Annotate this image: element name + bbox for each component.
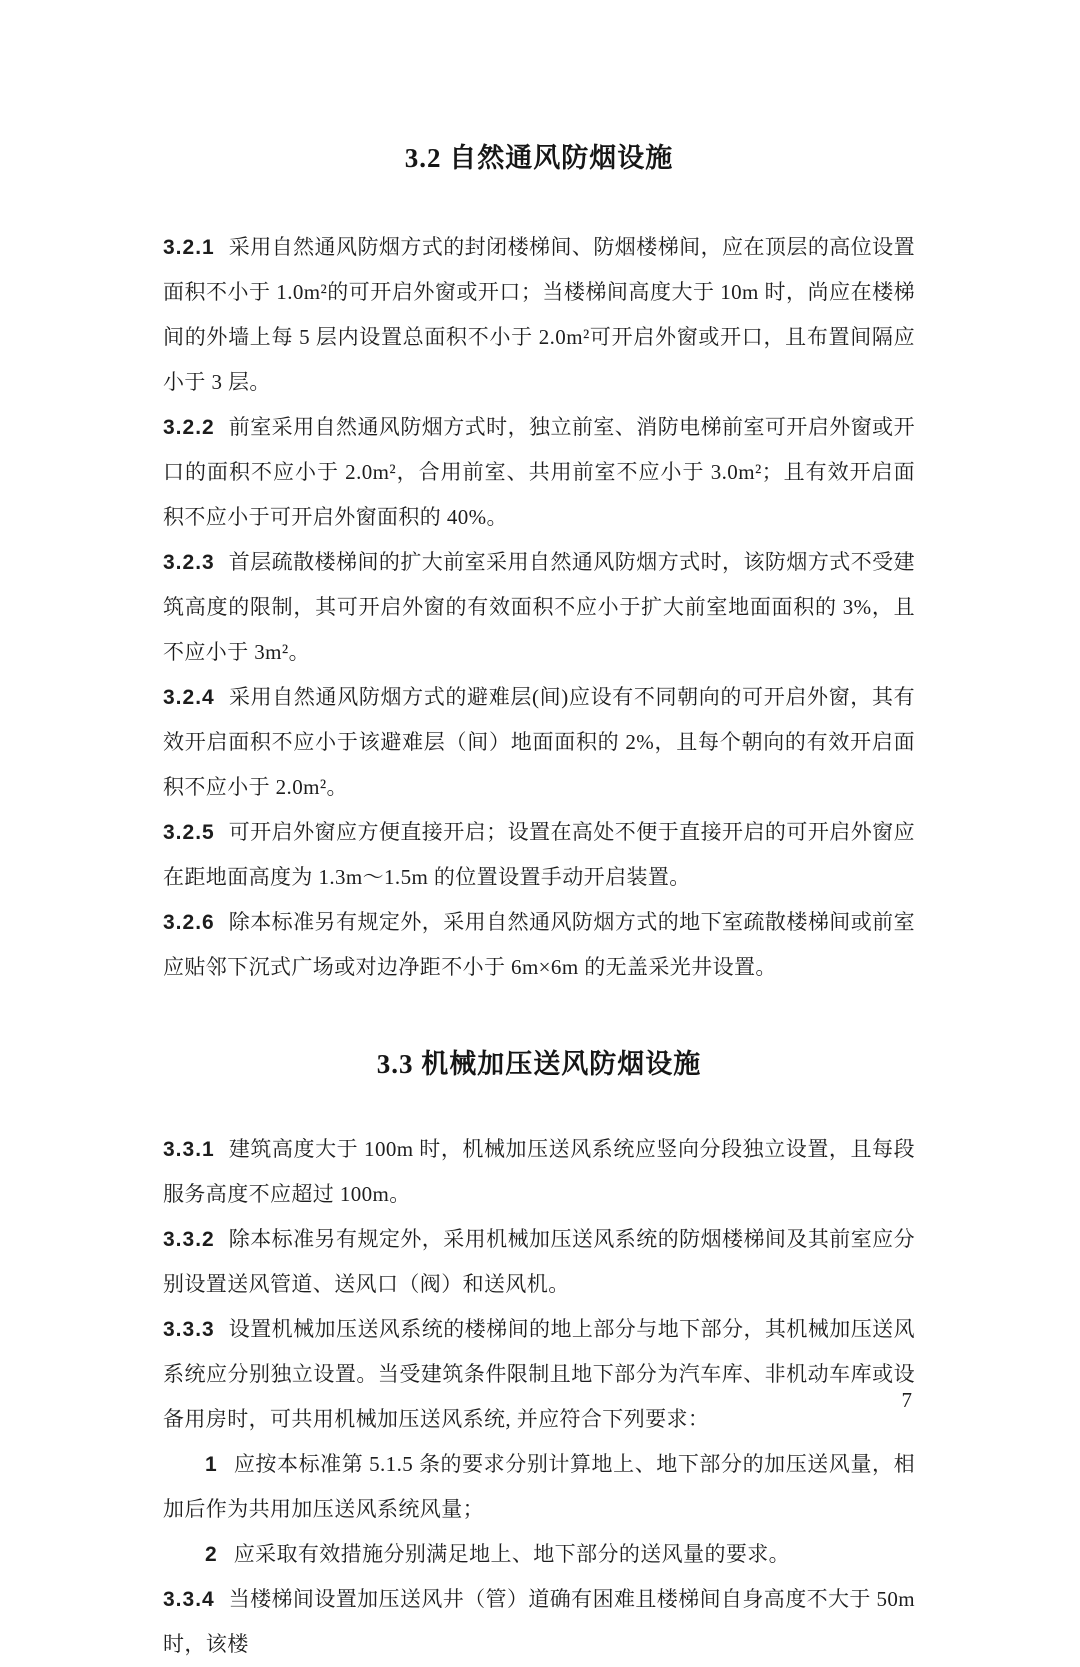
clause-3-3-4: [163, 1577, 915, 1667]
clause-3-2-6: [163, 900, 915, 990]
clause-3-2-5: [163, 810, 915, 900]
clause-text: 除本标准另有规定外，采用机械加压送风系统的防烟楼梯间及其前室应分别设置送风管道、送风口（阀）和送风机。: [163, 1227, 915, 1296]
clause-3-3-3: [163, 1307, 915, 1442]
clause-3-3-3-item-1: [163, 1442, 915, 1532]
clause-3-2-3: [163, 540, 915, 675]
clause-text: 除本标准另有规定外，采用自然通风防烟方式的地下室疏散楼梯间或前室应贴邻下沉式广场或对边净距不小于 6m×6m 的无盖采光井设置。: [163, 910, 915, 979]
section-heading-3-2: 3.2 自然通风防烟设施: [404, 143, 674, 173]
clause-number: 3.3.1: [163, 1138, 215, 1161]
page-number: 7: [901, 1388, 912, 1412]
clause-number: 3.2.6: [163, 911, 215, 934]
clause-number: 3.2.1: [163, 236, 215, 259]
clause-text: 首层疏散楼梯间的扩大前室采用自然通风防烟方式时，该防烟方式不受建筑高度的限制，其可开启外窗的有效面积不应小于扩大前室地面面积的 3%，且不应小于 3m²。: [163, 550, 915, 664]
clause-text: 采用自然通风防烟方式的避难层(间)应设有不同朝向的可开启外窗，其有效开启面积不应小于该避难层（间）地面面积的 2%，且每个朝向的有效开启面积不应小于 2.0m²。: [163, 685, 915, 799]
clause-number: 3.2.3: [163, 551, 215, 574]
clause-3-3-3-item-2: [163, 1532, 915, 1577]
clause-number: 3.2.4: [163, 686, 215, 709]
clause-number: 3.2.2: [163, 416, 215, 439]
clause-number: 3.2.5: [163, 821, 215, 844]
clause-number: 3.3.4: [163, 1588, 215, 1611]
clause-text: 可开启外窗应方便直接开启；设置在高处不便于直接开启的可开启外窗应在距地面高度为 1.3m～1.5m 的位置设置手动开启装置。: [163, 820, 915, 889]
clause-3-3-2: [163, 1217, 915, 1307]
subitem-number: 1: [205, 1453, 218, 1476]
clause-text: 应按本标准第 5.1.5 条的要求分别计算地上、地下部分的加压送风量，相加后作为共用加压送风系统风量；: [163, 1452, 915, 1521]
clause-text: 采用自然通风防烟方式的封闭楼梯间、防烟楼梯间，应在顶层的高位设置面积不小于 1.0m²的可开启外窗或开口；当楼梯间高度大于 10m 时，尚应在楼梯间的外墙上每 5 层内设置总面积不小于 2.0m²可开启外窗或开口，且布置间隔应小于 3 层。: [163, 235, 915, 394]
clause-number: 3.3.2: [163, 1228, 215, 1251]
clause-text: 前室采用自然通风防烟方式时，独立前室、消防电梯前室可开启外窗或开口的面积不应小于 2.0m²，合用前室、共用前室不应小于 3.0m²；且有效开启面积不应小于可开启外窗面积的 40%。: [163, 415, 915, 529]
section-heading-3-3: 3.3 机械加压送风防烟设施: [376, 1049, 702, 1079]
clause-text: 建筑高度大于 100m 时，机械加压送风系统应竖向分段独立设置，且每段服务高度不应超过 100m。: [163, 1137, 915, 1206]
clause-text: 应采取有效措施分别满足地上、地下部分的送风量的要求。: [233, 1542, 791, 1566]
clause-number: 3.3.3: [163, 1318, 215, 1341]
clause-text: 当楼梯间设置加压送风井（管）道确有困难且楼梯间自身高度不大于 50m 时，该楼: [163, 1587, 915, 1656]
subitem-number: 2: [205, 1543, 218, 1566]
clause-3-2-2: [163, 405, 915, 540]
clause-3-2-4: [163, 675, 915, 810]
clause-text: 设置机械加压送风系统的楼梯间的地上部分与地下部分，其机械加压送风系统应分别独立设置。当受建筑条件限制且地下部分为汽车库、非机动车库或设备用房时，可共用机械加压送风系统, 并应符合下列要求：: [163, 1317, 915, 1431]
clause-3-3-1: [163, 1127, 915, 1217]
clause-3-2-1: [163, 225, 915, 405]
